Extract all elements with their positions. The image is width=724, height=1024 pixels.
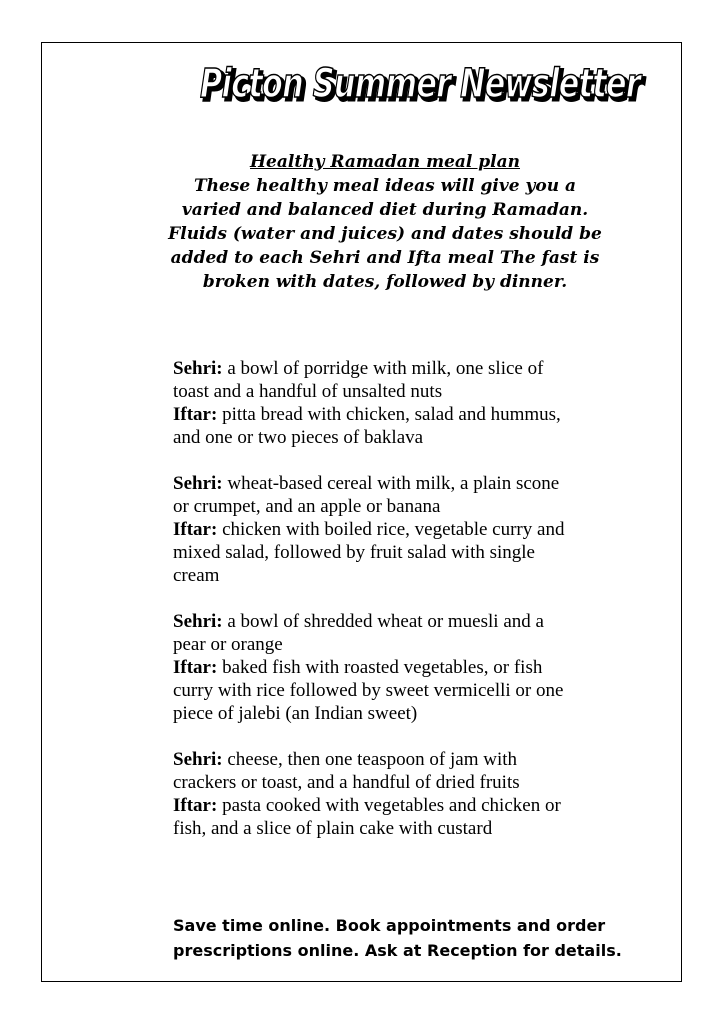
masthead — [190, 52, 650, 112]
sehri-label: Sehri: — [173, 749, 223, 770]
iftar-label: Iftar: — [173, 404, 218, 425]
meal-plan-list — [173, 357, 613, 863]
sehri-line — [173, 472, 613, 518]
sehri-text: wheat-based cereal with milk, a plain scone or crumpet, and an apple or banana — [173, 473, 560, 517]
sehri-line — [173, 357, 613, 403]
sehri-label: Sehri: — [173, 358, 223, 379]
sehri-text: cheese, then one teaspoon of jam with crackers or toast, and a handful of dried fruits — [173, 749, 520, 793]
iftar-line — [173, 794, 613, 840]
iftar-label: Iftar: — [173, 519, 218, 540]
masthead-wordart — [190, 52, 650, 112]
meal-plan-item — [173, 610, 613, 725]
meal-plan-item — [173, 472, 613, 587]
iftar-line — [173, 518, 613, 587]
iftar-label: Iftar: — [173, 795, 218, 816]
sehri-label: Sehri: — [173, 473, 223, 494]
sehri-line — [173, 748, 613, 794]
meal-plan-item — [173, 357, 613, 449]
sehri-text: a bowl of shredded wheat or muesli and a pear or orange — [173, 611, 544, 655]
iftar-text: pasta cooked with vegetables and chicken or fish, and a slice of plain cake with custard — [173, 795, 561, 839]
meal-plan-item — [173, 748, 613, 840]
intro-section — [150, 150, 620, 294]
sehri-line — [173, 610, 613, 656]
sehri-label: Sehri: — [173, 611, 223, 632]
sehri-text: a bowl of porridge with milk, one slice of toast and a handful of unsalted nuts — [173, 358, 544, 402]
masthead-title: Picton Summer Newsletter — [200, 61, 643, 107]
footer-notice: Save time online. Book appointments and order prescriptions online. Ask at Reception for details. — [173, 916, 622, 960]
iftar-text: chicken with boiled rice, vegetable curry and mixed salad, followed by fruit salad with single cream — [173, 519, 565, 586]
intro-body: These healthy meal ideas will give you a varied and balanced diet during Ramadan. Fluids (water and juices) and dates should be added to each Sehri and Ifta meal The fast is broken with dates, followed by dinner. — [168, 176, 602, 292]
masthead-shadow: Picton Summer Newsletter — [203, 64, 646, 110]
iftar-text: baked fish with roasted vegetables, or fish curry with rice followed by sweet vermicelli or one piece of jalebi (an Indian sweet) — [173, 657, 564, 724]
intro-title: Healthy Ramadan meal plan — [250, 152, 520, 172]
iftar-line — [173, 656, 613, 725]
iftar-line — [173, 403, 613, 449]
iftar-label: Iftar: — [173, 657, 218, 678]
iftar-text: pitta bread with chicken, salad and hummus, and one or two pieces of baklava — [173, 404, 561, 448]
